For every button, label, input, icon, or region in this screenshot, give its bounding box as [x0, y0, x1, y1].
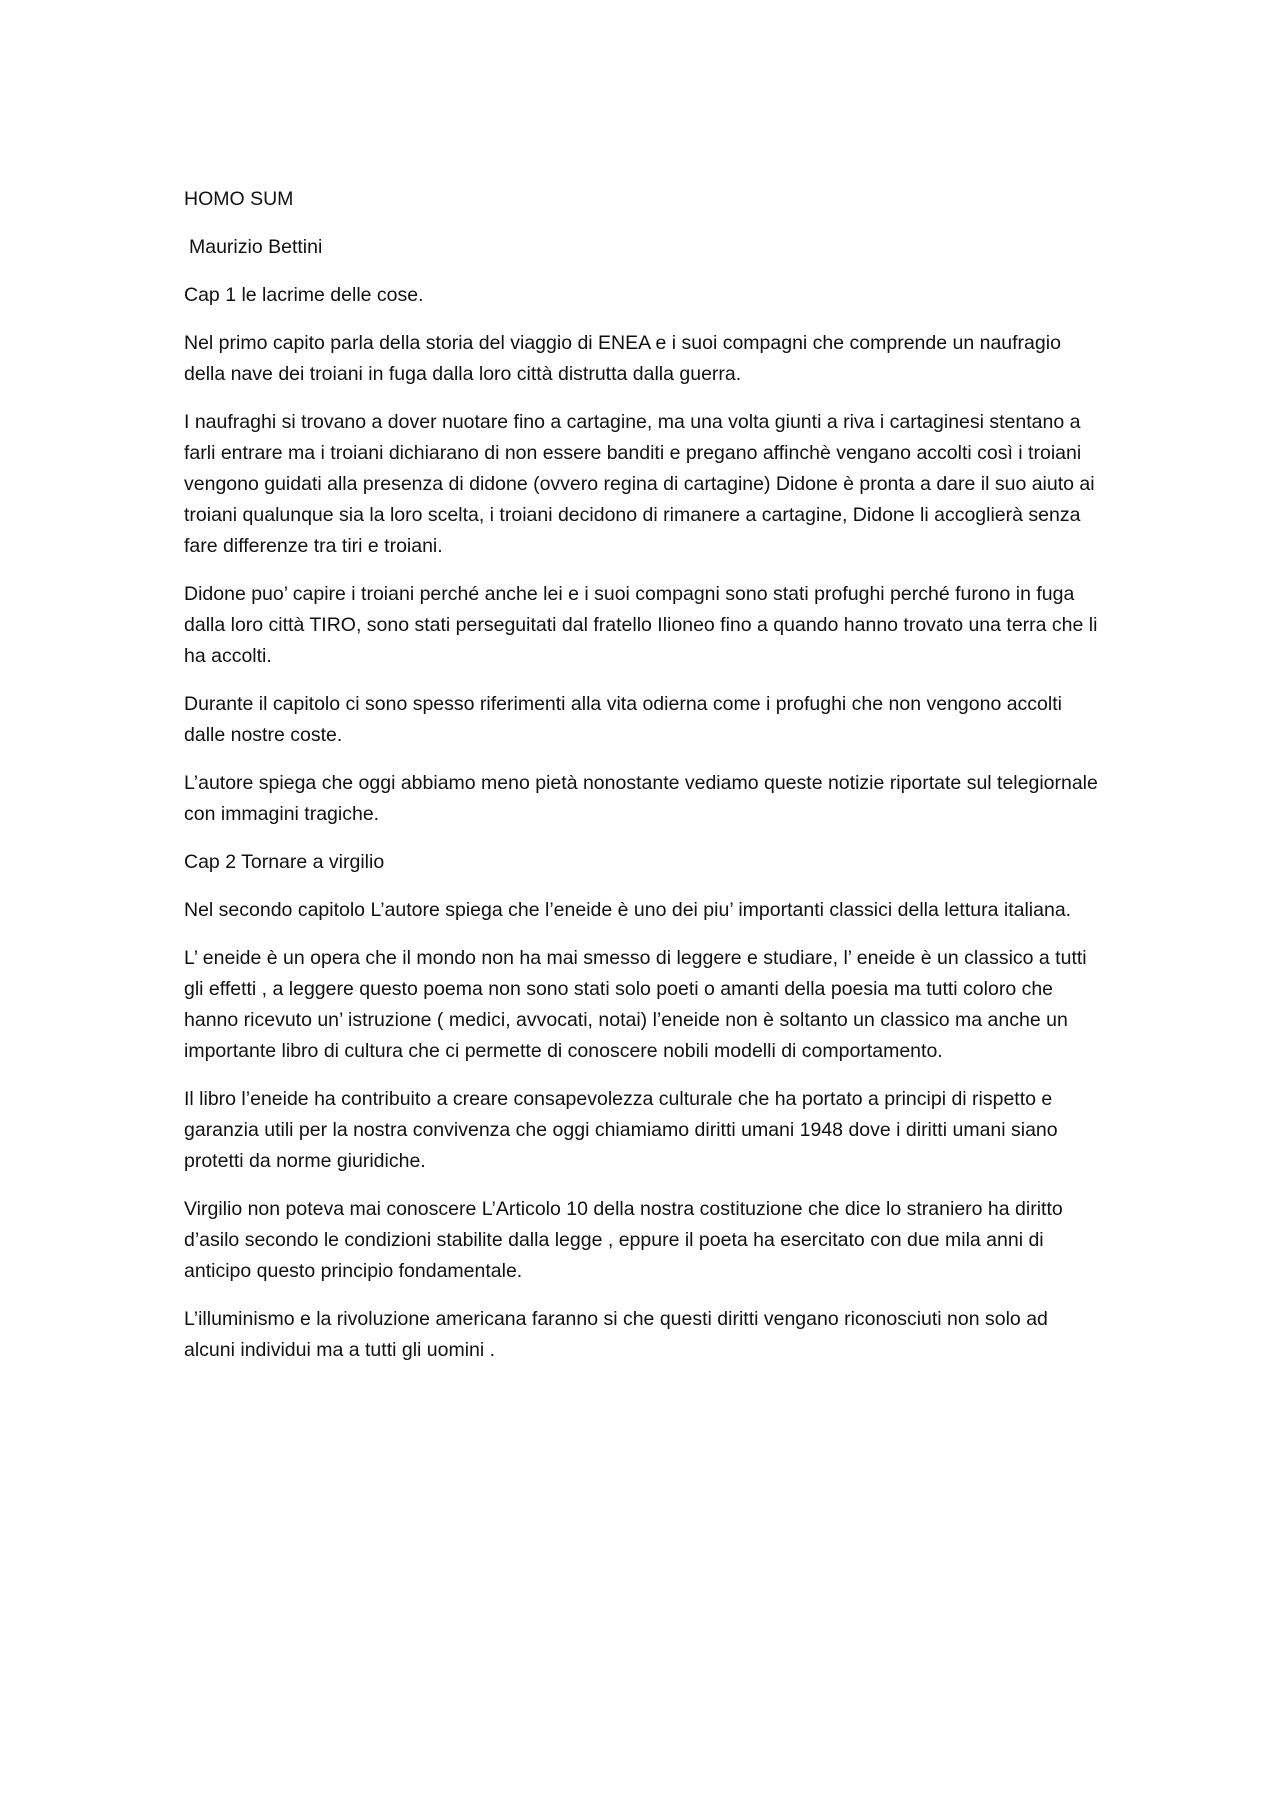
chapter-1-paragraph: Nel primo capito parla della storia del viaggio di ENEA e i suoi compagni che comprende un naufragio della nave dei troiani in fuga dalla loro città distrutta dalla guerra. — [184, 332, 1061, 385]
chapter-2-paragraph: Nel secondo capitolo L’autore spiega che l’eneide è uno dei piu’ importanti classici della lettura italiana. — [184, 899, 1072, 921]
chapter-1-paragraph: I naufraghi si trovano a dover nuotare fino a cartagine, ma una volta giunti a riva i cartaginesi stentano a farli entrare ma i troiani dichiarano di non essere banditi e pregano affinchè vengano accolti così i troiani vengono guidati alla presenza di didone (ovvero regina di cartagine) Didone è pronta a dare il suo aiuto ai troiani qualunque sia la loro scelta, i troiani decidono di rimanere a cartagine, Didone li accoglierà senza fare differenze tra tiri e troiani. — [184, 411, 1095, 557]
chapter-2-paragraph: Il libro l’eneide ha contribuito a creare consapevolezza culturale che ha portato a principi di rispetto e garanzia utili per la nostra convivenza che oggi chiamiamo diritti umani 1948 dove i diritti umani siano protetti da norme giuridiche. — [184, 1088, 1058, 1172]
document-body — [184, 184, 1104, 1383]
chapter-2-paragraph: L’ eneide è un opera che il mondo non ha mai smesso di leggere e studiare, l’ eneide è un classico a tutti gli effetti , a leggere questo poema non sono stati solo poeti o amanti della poesia ma tutti coloro che hanno ricevuto un’ istruzione ( medici, avvocati, notai) l’eneide non è soltanto un classico ma anche un importante libro di cultura che ci permette di conoscere nobili modelli di comportamento. — [184, 947, 1087, 1062]
chapter-1-paragraph: Didone puo’ capire i troiani perché anche lei e i suoi compagni sono stati profughi perché furono in fuga dalla loro città TIRO, sono stati perseguitati dal fratello Ilioneo fino a quando hanno trovato una terra che li ha accolti. — [184, 583, 1098, 667]
chapter-1-paragraph: Durante il capitolo ci sono spesso riferimenti alla vita odierna come i profughi che non vengono accolti dalle nostre coste. — [184, 693, 1062, 746]
chapter-1-paragraph: L’autore spiega che oggi abbiamo meno pietà nonostante vediamo queste notizie riportate sul telegiornale con immagini tragiche. — [184, 772, 1098, 825]
chapter-1-heading: Cap 1 le lacrime delle cose. — [184, 284, 424, 306]
chapter-2-paragraph: Virgilio non poteva mai conoscere L’Articolo 10 della nostra costituzione che dice lo straniero ha diritto d’asilo secondo le condizioni stabilite dalla legge , eppure il poeta ha esercitato con due mila anni di anticipo questo principio fondamentale. — [184, 1198, 1063, 1282]
document-author: Maurizio Bettini — [189, 236, 323, 258]
document-title: HOMO SUM — [184, 188, 294, 210]
chapter-2-paragraph: L’illuminismo e la rivoluzione americana faranno si che questi diritti vengano riconosciuti non solo ad alcuni individui ma a tutti gli uomini . — [184, 1308, 1048, 1361]
chapter-2-heading: Cap 2 Tornare a virgilio — [184, 851, 385, 873]
